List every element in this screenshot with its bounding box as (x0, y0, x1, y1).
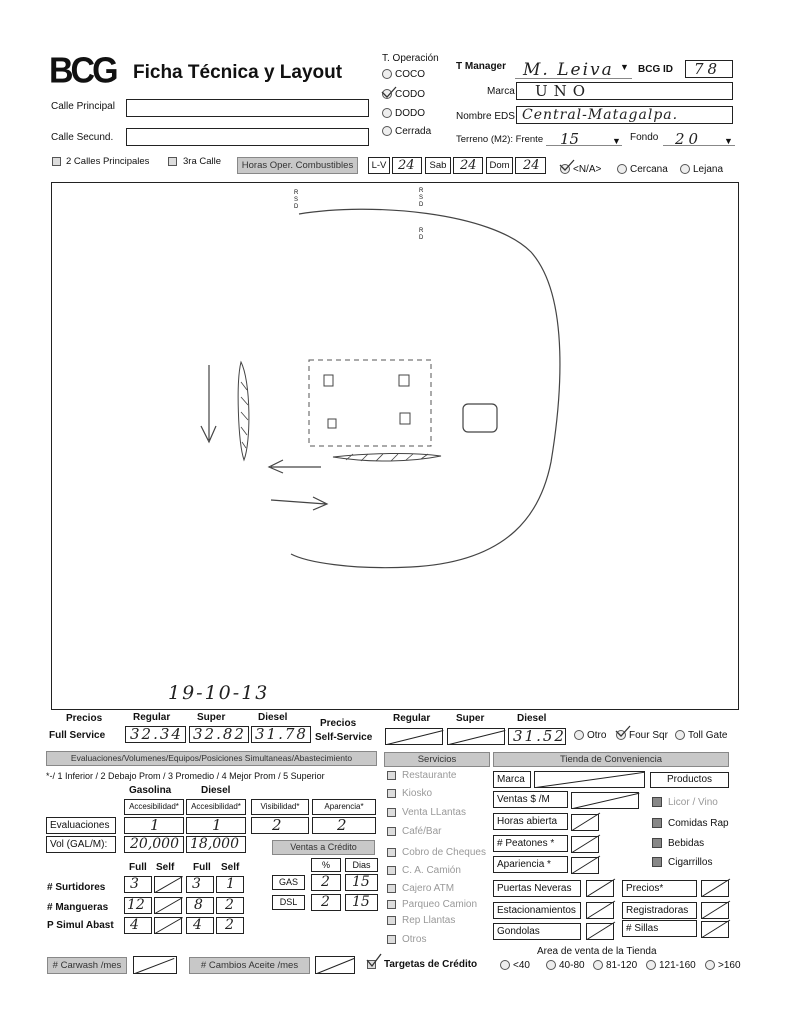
area-option-gt160[interactable]: >160 (705, 960, 741, 971)
two-main-streets-checkbox[interactable] (52, 157, 61, 166)
store-area-label: Area de venta de la Tienda (537, 946, 657, 957)
service-checkbox-truck-parking[interactable] (387, 900, 396, 909)
credit-cards-checkmark-icon (365, 952, 383, 968)
radio-icon (593, 960, 603, 970)
chairs-label: # Sillas (622, 920, 697, 937)
credit-cards-label: Targetas de Crédito (384, 959, 478, 970)
saturday-hours-value: 24 (460, 158, 477, 173)
volume-row-label: Vol (GAL/M): (46, 836, 116, 853)
codo-checkmark-icon (380, 85, 398, 99)
depth-dropdown-icon[interactable]: ▼ (724, 136, 733, 146)
gas-header: Gasolina (129, 785, 172, 796)
radio-icon (680, 164, 690, 174)
product-checkbox-cigarettes[interactable] (652, 857, 662, 867)
radio-icon (705, 960, 715, 970)
bcg-logo: BCG (49, 51, 116, 91)
self-diesel-value: 31.52 (513, 727, 566, 745)
credit-dsl-days-value: 15 (352, 894, 370, 910)
parking-label: Estacionamientos (493, 902, 581, 919)
service-truck: C. A. Camión (402, 865, 461, 876)
full-super-header: Super (197, 712, 226, 723)
sunday-label-box: Dom (486, 157, 513, 174)
service-checkbox-atm[interactable] (387, 884, 396, 893)
carwash-label: # Carwash /mes (47, 957, 127, 974)
full-regular-value: 32.34 (130, 725, 183, 743)
credit-dsl-pct-value: 2 (321, 894, 330, 910)
self-prices-label: Precios (320, 718, 357, 729)
two-main-streets-label: 2 Calles Principales (66, 156, 150, 167)
op-option-codo[interactable]: CODO (382, 89, 425, 100)
land-front-label: Terreno (M2): Frente (456, 134, 544, 145)
pump-letter: D (419, 202, 424, 208)
operation-type-label: T. Operación (382, 53, 439, 64)
op-option-coco[interactable]: COCO (382, 69, 425, 80)
area-option-121-160[interactable]: 121-160 (646, 960, 696, 971)
evaluations-row-label: Evaluaciones (46, 817, 116, 834)
full-regular-header: Regular (133, 712, 171, 723)
brand-value: UNO (535, 82, 592, 100)
service-checkbox-checks[interactable] (387, 848, 396, 857)
credit-gas-days-value: 15 (352, 874, 370, 890)
radio-icon (646, 960, 656, 970)
product-fast-food: Comidas Rap (668, 818, 729, 829)
rating-scale: *-/ 1 Inferior / 2 Debajo Prom / 3 Promedio / 4 Mejor Prom / 5 Superior (46, 771, 325, 781)
pump-4 (400, 413, 410, 424)
service-checkbox-kiosk[interactable] (387, 789, 396, 798)
pump-letter: D (419, 235, 424, 241)
diesel-self-header: Self (221, 862, 240, 873)
manager-label: T Manager (456, 61, 507, 72)
pump-letter: R (419, 228, 424, 234)
sunday-hours-value: 24 (523, 158, 540, 173)
product-checkbox-fast-food[interactable] (652, 818, 662, 828)
op-option-cerrada[interactable]: Cerrada (382, 126, 431, 137)
pump-1 (324, 375, 333, 386)
weekday-label-box: L-V (368, 157, 390, 174)
na-checkmark-icon (558, 158, 576, 172)
flow-arrow-left (269, 460, 321, 473)
weekday-hours-value: 24 (398, 158, 415, 173)
radio-icon (500, 960, 510, 970)
fridge-doors-label: Puertas Neveras (493, 880, 581, 897)
four-sqr-checkmark-icon (614, 724, 632, 738)
eval-access-gas-value: 1 (150, 816, 160, 834)
simul-diesel-full-value: 4 (193, 917, 202, 933)
service-checks: Cobro de Cheques (402, 847, 486, 858)
distance-option-na[interactable]: <N/A> (560, 164, 601, 175)
prices-label: Precios (66, 713, 103, 724)
pump-2 (399, 375, 409, 386)
pump-letter: R (419, 188, 424, 194)
canopy-outline (309, 360, 431, 446)
service-checkbox-truck[interactable] (387, 866, 396, 875)
accessibility-diesel-header: Accesibilidad* (186, 799, 246, 815)
dispensers-diesel-full-value: 3 (192, 876, 201, 892)
volume-diesel-value: 18,000 (190, 836, 239, 852)
radio-icon (574, 730, 584, 740)
self-super-header: Super (456, 713, 485, 724)
visibility-header: Visibilidad* (251, 799, 309, 815)
pump-letter: S (419, 195, 424, 201)
street-secondary-input[interactable] (126, 128, 369, 146)
store-sales-label: Ventas $ /M (493, 791, 568, 808)
eval-access-diesel-value: 1 (212, 816, 222, 834)
pump-letter: S (294, 197, 299, 203)
diesel-full-header: Full (193, 862, 211, 873)
simul-fueling-label: P Simul Abast (47, 920, 114, 931)
service-checkbox-tire-repair[interactable] (387, 916, 396, 925)
services-section-bar: Servicios (384, 752, 490, 767)
land-front-value: 15 (560, 130, 580, 148)
volume-gas-value: 20,000 (130, 836, 179, 852)
store-pedestrians-label: # Peatones * (493, 835, 568, 852)
brand-label: Marca (487, 86, 515, 97)
full-service-label: Full Service (49, 730, 106, 741)
dispensers-label: # Surtidores (47, 882, 106, 893)
service-checkbox-tire-sales[interactable] (387, 808, 396, 817)
diesel-header: Diesel (201, 785, 231, 796)
station-name-value: Central-Matagalpa. (522, 107, 679, 123)
store-hours-label: Horas abierta (493, 813, 568, 830)
eval-appearance-value: 2 (337, 816, 347, 834)
accessibility-gas-header: Accesibilidad* (124, 799, 184, 815)
land-front-field[interactable] (546, 130, 622, 146)
service-cafe: Café/Bar (402, 826, 442, 837)
third-street-label: 3ra Calle (183, 156, 222, 167)
distance-option-far[interactable]: Lejana (680, 164, 723, 175)
service-truck-parking: Parqueo Camion (402, 899, 478, 910)
bcg-id-value: 78 (694, 60, 722, 78)
store-brand-label: Marca (493, 771, 531, 788)
third-street-checkbox[interactable] (168, 157, 177, 166)
product-checkbox-liquor[interactable] (652, 797, 662, 807)
oil-changes-label: # Cambios Aceite /mes (189, 957, 310, 974)
manager-value: M. Leiva (523, 60, 614, 80)
manager-dropdown-icon[interactable]: ▼ (620, 62, 629, 72)
flow-arrow-down (201, 365, 216, 442)
land-depth-value: 20 (675, 130, 703, 148)
credit-sales-bar: Ventas a Crédito (272, 840, 375, 855)
fuel-hours-button[interactable]: Horas Oper. Combustibles (237, 157, 358, 174)
front-dropdown-icon[interactable]: ▼ (612, 136, 621, 146)
service-tire-repair: Rep Llantas (402, 915, 456, 926)
hoses-diesel-full-value: 8 (194, 897, 203, 913)
store-appearance-label: Apariencia * (493, 856, 568, 873)
credit-gas-label: GAS (272, 875, 305, 890)
product-liquor: Licor / Vino (668, 797, 718, 808)
simul-gas-full-value: 4 (130, 917, 139, 933)
service-tire-sales: Venta LLantas (402, 807, 466, 818)
credit-dsl-label: DSL (272, 895, 305, 910)
street-main-label: Calle Principal (51, 101, 115, 112)
radio-icon (382, 126, 392, 136)
product-checkbox-drinks[interactable] (652, 838, 662, 848)
self-diesel-header: Diesel (517, 713, 547, 724)
service-checkbox-cafe[interactable] (387, 827, 396, 836)
land-depth-label: Fondo (630, 132, 659, 143)
dispensers-gas-full-value: 3 (130, 876, 139, 892)
service-restaurant: Restaurante (402, 770, 457, 781)
credit-pct-header: % (311, 858, 341, 872)
full-super-value: 32.82 (193, 725, 246, 743)
bcg-id-label: BCG ID (638, 64, 673, 75)
building-box (463, 404, 497, 432)
service-checkbox-other[interactable] (387, 935, 396, 944)
street-main-input[interactable] (126, 99, 369, 117)
area-option-81-120[interactable]: 81-120 (593, 960, 637, 971)
full-diesel-header: Diesel (258, 712, 288, 723)
area-option-40-80[interactable]: 40-80 (546, 960, 585, 971)
saturday-label-box: Sab (425, 157, 451, 174)
service-kiosk: Kiosko (402, 788, 433, 799)
hoses-label: # Mangueras (47, 902, 109, 913)
product-drinks: Bebidas (668, 838, 705, 849)
product-cigarettes: Cigarrillos (668, 857, 713, 868)
registers-label: Registradoras (622, 902, 697, 919)
op-option-dodo[interactable]: DODO (382, 108, 425, 119)
pump-letter: R (294, 190, 299, 196)
pump-letter: D (294, 204, 299, 210)
appearance-header: Aparencia* (312, 799, 376, 815)
hoses-diesel-self-value: 2 (225, 897, 234, 913)
radio-icon (617, 164, 627, 174)
credit-days-header: Dias (345, 858, 378, 872)
gas-self-header: Self (156, 862, 175, 873)
pump-3 (328, 419, 336, 428)
eval-visibility-value: 2 (272, 816, 282, 834)
gas-full-header: Full (129, 862, 147, 873)
hoses-gas-full-value: 12 (127, 897, 145, 913)
flow-arrow-right (271, 497, 327, 510)
store-section-bar: Tienda de Conveniencia (493, 752, 729, 767)
radio-icon (382, 69, 392, 79)
station-name-label: Nombre EDS (456, 111, 515, 122)
credit-gas-pct-value: 2 (321, 874, 330, 890)
area-option-lt40[interactable]: <40 (500, 960, 530, 971)
radio-icon (546, 960, 556, 970)
self-service-label: Self-Service (315, 732, 373, 743)
island-left (238, 362, 249, 460)
evaluations-section-bar: Evaluaciones/Volumenes/Equipos/Posiciones Simultaneas/Abastecimiento (46, 751, 377, 766)
price-option-four-sqr[interactable]: Four Sqr (616, 730, 668, 741)
self-regular-header: Regular (393, 713, 431, 724)
service-checkbox-restaurant[interactable] (387, 771, 396, 780)
gondolas-label: Gondolas (493, 923, 581, 940)
sketch-date: 19-10-13 (168, 682, 270, 704)
radio-icon (675, 730, 685, 740)
distance-option-near[interactable]: Cercana (617, 164, 668, 175)
price-option-toll-gate[interactable]: Toll Gate (675, 730, 727, 741)
service-atm: Cajero ATM (402, 883, 455, 894)
service-other: Otros (402, 934, 427, 945)
dispensers-diesel-self-value: 1 (226, 876, 235, 892)
price-eval-label: Precios* (622, 880, 697, 897)
street-secondary-label: Calle Secund. (51, 132, 114, 143)
layout-sketch-drawing (51, 182, 739, 710)
simul-diesel-self-value: 2 (225, 917, 234, 933)
radio-icon (382, 108, 392, 118)
road-curve (291, 209, 560, 567)
price-option-other[interactable]: Otro (574, 730, 606, 741)
full-diesel-value: 31.78 (255, 725, 308, 743)
form-title: Ficha Técnica y Layout (133, 62, 343, 83)
products-header: Productos (650, 772, 729, 788)
